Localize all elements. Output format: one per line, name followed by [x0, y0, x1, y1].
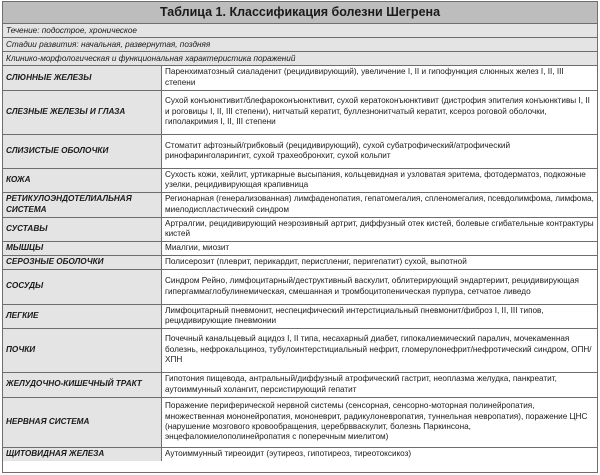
table-row — [3, 217, 597, 241]
description-cell: Сухой конъюнктивит/блефароконъюнктивит, сухой кератоконъюнктивит (дистрофия эпителия конъюнктивы I, II и роговицы I, II, III степени), нитчатый кератит, буллезнонитчатый кератит, ксероз роговой оболочки, гиполакримия I, II, III степени — [162, 90, 598, 134]
organ-cell: КОЖА — [3, 168, 162, 192]
table-row — [3, 241, 597, 255]
organ-cell: СЛЕЗНЫЕ ЖЕЛЕЗЫ И ГЛАЗА — [3, 90, 162, 134]
description-cell: Лимфоцитарный пневмонит, неспецифический интерстициальный пневмонит/фиброз I, II, III типов, рецидивирующие пневмонии — [162, 304, 598, 328]
organ-cell: ПОЧКИ — [3, 328, 162, 372]
organ-cell: РЕТИКУЛОЭНДОТЕЛИАЛЬНАЯ СИСТЕМА — [3, 192, 162, 217]
course-line: Течение: подострое, хроническое — [3, 24, 597, 38]
organ-cell: МЫШЦЫ — [3, 241, 162, 255]
description-cell: Артралгии, рецидивирующий неэрозивный артрит, диффузный отек кистей, болевые сгибательные контрактуры кистей — [162, 217, 598, 241]
stages-line: Стадии развития: начальная, развернутая, поздняя — [3, 38, 597, 52]
organ-cell: СЛЮННЫЕ ЖЕЛЕЗЫ — [3, 66, 162, 90]
description-cell: Стоматит афтозный/грибковый (рецидивирующий), сухой субатрофический/атрофический ринофаринголарингит, сухой трахеобронхит, сухой кольпит — [162, 134, 598, 168]
organ-cell: СЛИЗИСТЫЕ ОБОЛОЧКИ — [3, 134, 162, 168]
description-cell: Аутоиммунный тиреоидит (эутиреоз, гипотиреоз, тиреотоксикоз) — [162, 447, 598, 461]
table-row — [3, 397, 597, 447]
description-cell: Паренхиматозный сиаладенит (рецидивирующий), увеличение I, II и гипофункция слюнных желез I, II, III степени — [162, 66, 598, 90]
table-row — [3, 90, 597, 134]
table-row — [3, 168, 597, 192]
description-cell: Синдром Рейно, лимфоцитарный/деструктивный васкулит, облитерирующий эндартериит, рецидивирующая гипергаммаглобулинемическая, смешанная и тромбоцитопеническая пурпура, сетчатое ливедо — [162, 269, 598, 304]
description-cell: Регионарная (генерализованная) лимфаденопатия, гепатомегалия, спленомегалия, псевдолимфома, лимфома, миелодиспластический синдром — [162, 192, 598, 217]
classification-table — [3, 66, 597, 461]
description-cell: Поражение периферической нервной системы (сенсорная, сенсорно-моторная полинейропатия, множественная мононейропатия, мононеврит, радикулоневропатия, туннельная невропатия), поражение ЦНС (нарушение мозгового кровообращения, церебрвваскулит, болезнь Паркинсона, энцефаломиелополинейропатия с поперечным миелитом) — [162, 397, 598, 447]
organ-cell: СУСТАВЫ — [3, 217, 162, 241]
table-row — [3, 134, 597, 168]
organ-cell: ЖЕЛУДОЧНО-КИШЕЧНЫЙ ТРАКТ — [3, 372, 162, 397]
organ-cell: НЕРВНАЯ СИСТЕМА — [3, 397, 162, 447]
organ-cell: СОСУДЫ — [3, 269, 162, 304]
description-cell: Сухость кожи, хейлит, уртикарные высыпания, кольцевидная и узловатая эритема, фотодерматоз, подкожные узелки, рецидивирующая крапивница — [162, 168, 598, 192]
organ-cell: СЕРОЗНЫЕ ОБОЛОЧКИ — [3, 255, 162, 269]
table-row — [3, 328, 597, 372]
table-row — [3, 304, 597, 328]
table-row — [3, 255, 597, 269]
description-cell: Полисерозит (плеврит, перикардит, перисплениг, перигепатит) сухой, выпотной — [162, 255, 598, 269]
table-row — [3, 192, 597, 217]
characteristics-header: Клинико-морфологическая и функциональная характеристика поражений — [3, 52, 597, 66]
table-row — [3, 447, 597, 461]
description-cell: Гипотония пищевода, антральный/диффузный атрофический гастрит, неоплазма желудка, панкреатит, аутоиммунный холангит, персистирующий гепатит — [162, 372, 598, 397]
description-cell: Почечный канальцевый ацидоз I, II типа, несахарный диабет, гипокалиемический паралич, мочекаменная болезнь, нефрокальциноз, тубулоинтерстициальный нефрит, гломерулонефрит/нефротический синдром, ОПН/ХПН — [162, 328, 598, 372]
table-row — [3, 269, 597, 304]
classification-table-figure — [2, 1, 598, 473]
table-row — [3, 372, 597, 397]
organ-cell: ЛЕГКИЕ — [3, 304, 162, 328]
description-cell: Миалгии, миозит — [162, 241, 598, 255]
organ-cell: ЩИТОВИДНАЯ ЖЕЛЕЗА — [3, 447, 162, 461]
table-title: Таблица 1. Классификация болезни Шегрена — [3, 2, 597, 24]
table-row — [3, 66, 597, 90]
